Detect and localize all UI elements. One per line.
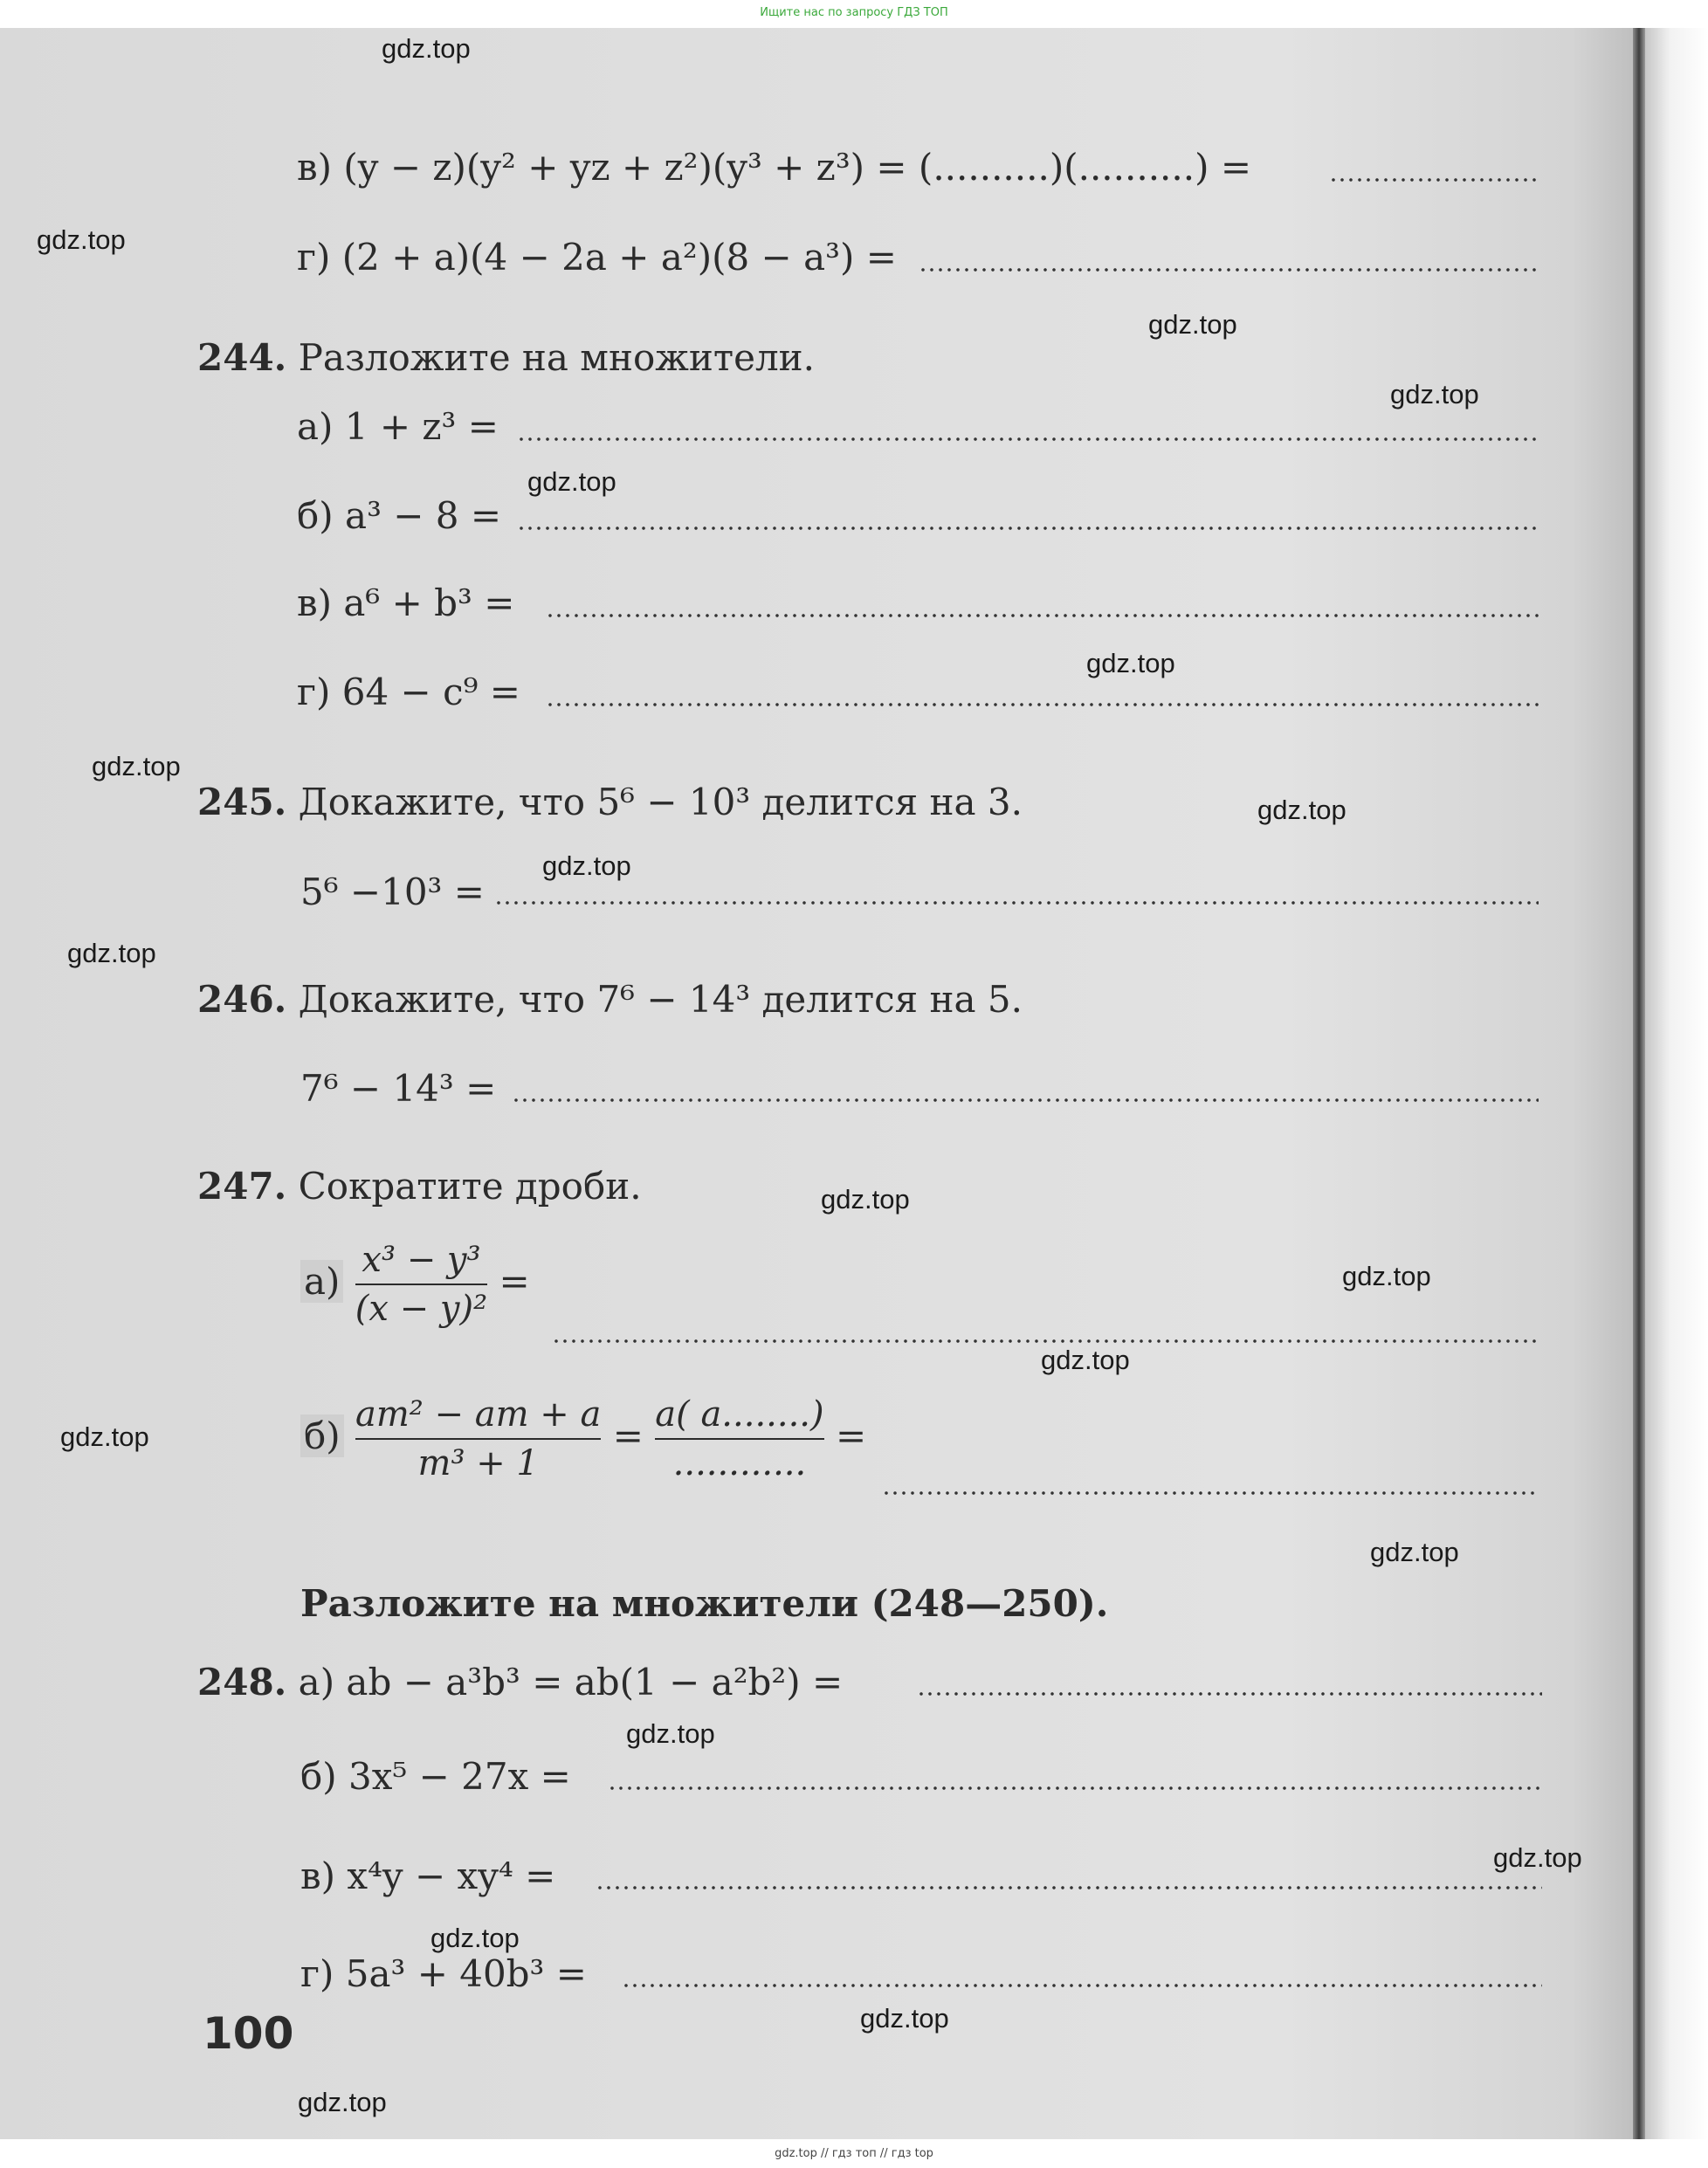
answer-line [622, 1984, 1542, 1987]
fraction-numerator: a( a........) [655, 1394, 824, 1435]
exercise-246: 7⁶ − 14³ = [300, 1067, 497, 1110]
task-246-title [197, 978, 1023, 1021]
task-text: Докажите, что 5⁶ − 10³ делится на 3. [298, 781, 1023, 823]
exercise-247-b [300, 1394, 866, 1483]
task-text: Сократите дроби. [298, 1165, 642, 1208]
watermark: gdz.top [67, 938, 156, 968]
answer-line [546, 614, 1539, 617]
exercise-244-b: б) a³ − 8 = [297, 494, 502, 537]
watermark: gdz.top [1493, 1842, 1582, 1873]
book-spine [1633, 28, 1645, 2139]
watermark: gdz.top [626, 1718, 715, 1749]
exercise-245: 5⁶ −10³ = [300, 871, 485, 913]
page-edge [1645, 28, 1708, 2139]
answer-line [512, 1098, 1539, 1102]
task-number: 246. [197, 978, 287, 1021]
watermark: gdz.top [1342, 1261, 1431, 1291]
answer-line [919, 268, 1539, 272]
task-number: 247. [197, 1165, 287, 1208]
item-label: б) [300, 1414, 344, 1457]
answer-line [517, 437, 1539, 441]
equals-sign: = [499, 1260, 530, 1303]
exercise-244-a: а) 1 + z³ = [297, 405, 499, 448]
answer-line [917, 1692, 1542, 1696]
task-number: 244. [197, 336, 287, 379]
answer-line [494, 901, 1539, 905]
watermark: gdz.top [1390, 379, 1479, 410]
watermark: gdz.top [542, 850, 631, 881]
fraction [655, 1394, 823, 1483]
task-245-title [197, 781, 1023, 823]
watermark: gdz.top [1257, 795, 1346, 825]
scanned-page [0, 28, 1708, 2139]
fraction-denominator: (x − y)² [355, 1289, 488, 1329]
watermark: gdz.top [821, 1184, 910, 1215]
top-banner: Ищите нас по запросу ГДЗ ТОП [760, 6, 948, 19]
watermark: gdz.top [1148, 309, 1237, 340]
task-number: 245. [197, 781, 287, 823]
watermark: gdz.top [1041, 1345, 1130, 1375]
watermark: gdz.top [527, 466, 616, 497]
page-number: 100 [203, 2008, 294, 2059]
watermark: gdz.top [60, 1421, 149, 1452]
exercise-248-b: б) 3x⁵ − 27x = [300, 1755, 571, 1798]
bottom-banner: gdz.top // гдз топ // гдз top [775, 2147, 933, 2160]
watermark: gdz.top [430, 1923, 520, 1953]
task-text: Разложите на множители. [298, 336, 815, 379]
task-number: 248. [197, 1661, 287, 1703]
equals-sign: = [835, 1414, 867, 1457]
item-label: а) [300, 1260, 343, 1303]
exercise-248-g: г) 5a³ + 40b³ = [300, 1952, 587, 1995]
watermark: gdz.top [1370, 1537, 1459, 1567]
exercise-248-a [197, 1661, 843, 1703]
exercise-243-g: г) (2 + a)(4 − 2a + a²)(8 − a³) = [297, 236, 897, 279]
task-text: Докажите, что 7⁶ − 14³ делится на 5. [298, 978, 1023, 1021]
answer-line [517, 527, 1539, 530]
watermark: gdz.top [860, 2003, 949, 2034]
exercise-244-v: в) a⁶ + b³ = [297, 582, 515, 624]
watermark: gdz.top [382, 33, 471, 64]
answer-line [596, 1886, 1542, 1889]
fraction [355, 1394, 601, 1483]
exercise-243-v: в) (y − z)(y² + yz + z²)(y³ + z³) = (..........)(..........) = [297, 146, 1252, 189]
watermark: gdz.top [1086, 648, 1175, 678]
fraction-denominator: m³ + 1 [417, 1443, 539, 1483]
fraction-numerator: x³ − y³ [362, 1240, 481, 1280]
answer-line [882, 1491, 1539, 1495]
exercise-244-g: г) 64 − c⁹ = [297, 671, 520, 713]
exercise-248-v: в) x⁴y − xy⁴ = [300, 1855, 556, 1897]
equals-sign: = [612, 1414, 644, 1457]
fraction-denominator: ............ [672, 1443, 807, 1483]
watermark: gdz.top [37, 224, 126, 255]
fraction-bar [355, 1438, 601, 1440]
task-247-title [197, 1165, 642, 1208]
answer-line [1329, 178, 1539, 182]
fraction-bar [655, 1438, 823, 1440]
exercise-text: а) ab − a³b³ = ab(1 − a²b²) = [298, 1661, 844, 1703]
fraction-bar [355, 1284, 487, 1285]
task-244-title [197, 336, 815, 379]
watermark: gdz.top [298, 2087, 387, 2117]
answer-line [552, 1339, 1539, 1343]
answer-line [608, 1786, 1542, 1790]
watermark: gdz.top [92, 751, 181, 781]
fraction [355, 1240, 487, 1329]
answer-line [546, 703, 1539, 706]
section-heading: Разложите на множители (248—250). [300, 1582, 1109, 1625]
exercise-247-a [300, 1240, 530, 1329]
fraction-numerator: am² − am + a [355, 1394, 602, 1435]
